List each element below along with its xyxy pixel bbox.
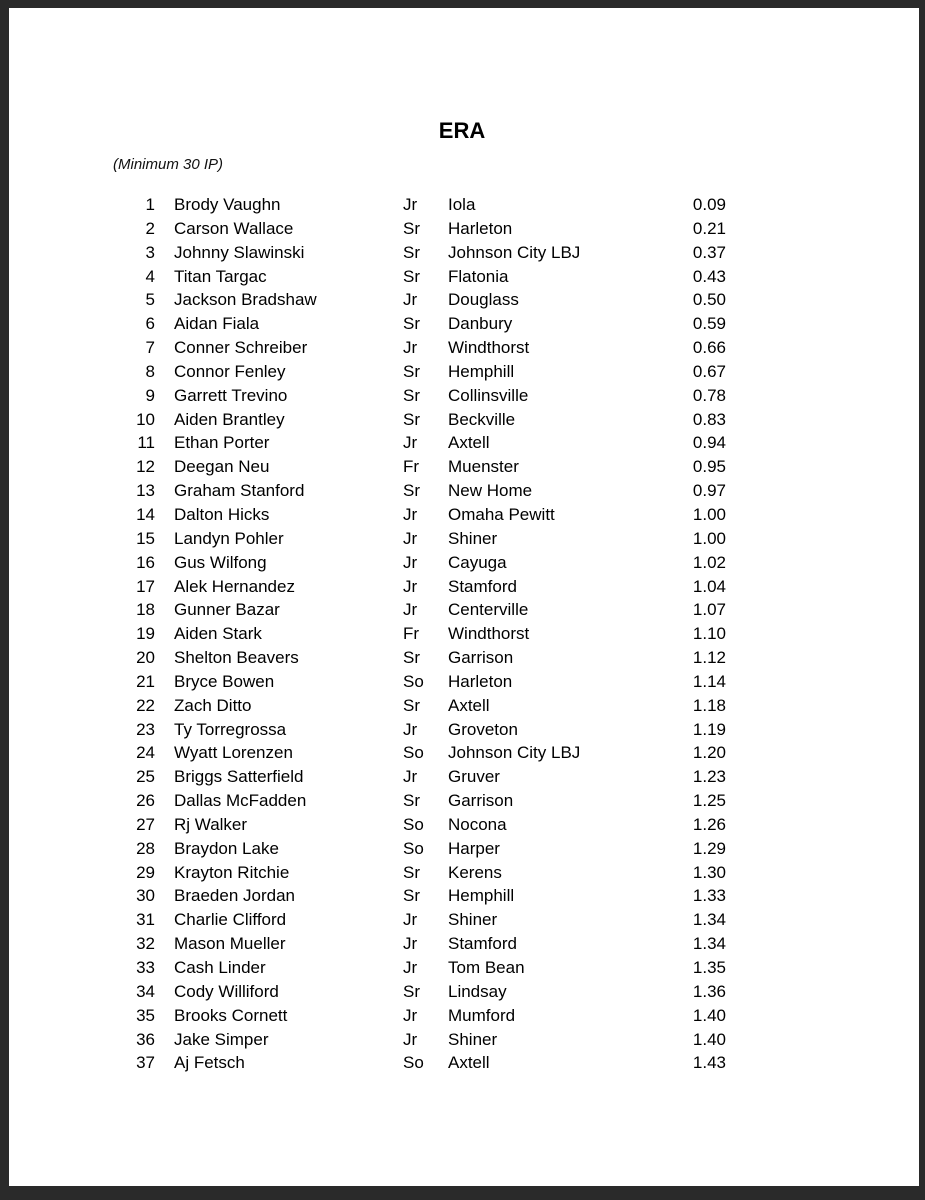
player-era: 0.59: [692, 314, 726, 334]
table-row: [9, 884, 915, 908]
player-class: Sr: [403, 481, 420, 501]
player-era: 1.07: [692, 600, 726, 620]
player-name: Connor Fenley: [174, 361, 286, 381]
table-row: [9, 718, 915, 742]
player-name: Jake Simper: [174, 1029, 269, 1049]
player-era: 1.10: [692, 624, 726, 644]
table-row: [9, 1004, 915, 1028]
row-rank: 24: [136, 743, 155, 763]
row-rank: 26: [136, 791, 155, 811]
player-name: Cash Linder: [174, 958, 266, 977]
player-era: 1.23: [692, 767, 726, 787]
player-era: 0.97: [692, 481, 726, 501]
player-name: Garrett Trevino: [174, 385, 288, 405]
player-school: Stamford: [448, 576, 517, 596]
player-class: Fr: [403, 624, 420, 644]
player-name: Brooks Cornett: [174, 1005, 288, 1025]
player-class: Jr: [403, 504, 418, 524]
player-class: Sr: [403, 648, 420, 668]
table-row: [9, 479, 915, 503]
table-row: [9, 646, 915, 670]
player-class: So: [403, 743, 424, 763]
row-rank: 33: [136, 958, 155, 977]
row-rank: 36: [136, 1029, 155, 1049]
player-name: Aj Fetsch: [174, 1053, 245, 1073]
player-school: Iola: [448, 195, 476, 214]
table-row: [9, 265, 915, 289]
row-rank: 2: [145, 218, 155, 238]
player-name: Dalton Hicks: [174, 504, 270, 524]
table-row: [9, 312, 915, 336]
player-class: Jr: [403, 576, 418, 596]
row-rank: 20: [136, 648, 155, 668]
player-class: Sr: [403, 266, 420, 286]
table-row: [9, 908, 915, 932]
player-name: Landyn Pohler: [174, 528, 284, 548]
player-class: Jr: [403, 552, 418, 572]
player-school: Axtell: [448, 695, 490, 715]
player-class: Jr: [403, 338, 418, 358]
row-rank: 5: [145, 290, 155, 310]
player-name: Mason Mueller: [174, 934, 286, 954]
row-rank: 19: [136, 624, 155, 644]
row-rank: 18: [136, 600, 155, 620]
player-school: Flatonia: [448, 266, 509, 286]
player-school: Johnson City LBJ: [448, 242, 581, 262]
player-school: Shiner: [448, 910, 498, 930]
row-rank: 11: [137, 433, 155, 453]
player-era: 1.35: [692, 958, 726, 977]
table-row: [9, 241, 915, 265]
player-name: Charlie Clifford: [174, 910, 287, 930]
player-era: 1.14: [692, 671, 726, 691]
player-name: Alek Hernandez: [174, 576, 295, 596]
player-school: Beckville: [448, 409, 516, 429]
table-row: [9, 503, 915, 527]
player-school: Harper: [448, 838, 500, 858]
player-name: Cody Williford: [174, 981, 279, 1001]
player-school: Danbury: [448, 314, 513, 334]
table-row: [9, 741, 915, 765]
player-class: Jr: [403, 290, 418, 310]
player-class: Sr: [403, 981, 420, 1001]
player-class: Jr: [403, 195, 418, 214]
player-school: Axtell: [448, 1053, 490, 1073]
player-school: Garrison: [448, 648, 514, 668]
player-era: 0.66: [692, 338, 726, 358]
player-school: Windthorst: [448, 338, 530, 358]
player-class: Jr: [403, 767, 418, 787]
row-rank: 35: [136, 1005, 155, 1025]
player-class: Jr: [403, 1029, 418, 1049]
player-era: 0.67: [692, 361, 726, 381]
player-name: Gunner Bazar: [174, 600, 280, 620]
player-era: 1.29: [692, 838, 726, 858]
player-school: Cayuga: [448, 552, 507, 572]
player-era: 1.43: [692, 1053, 726, 1073]
player-school: Hemphill: [448, 361, 515, 381]
player-name: Dallas McFadden: [174, 791, 307, 811]
player-name: Rj Walker: [174, 814, 248, 834]
row-rank: 17: [136, 576, 155, 596]
player-era: 1.20: [692, 743, 726, 763]
player-era: 1.04: [692, 576, 726, 596]
row-rank: 8: [145, 361, 155, 381]
era-leaderboard-list: [9, 193, 915, 1075]
row-rank: 15: [136, 528, 155, 548]
row-rank: 31: [136, 910, 155, 930]
player-school: Hemphill: [448, 886, 515, 906]
row-rank: 13: [136, 481, 155, 501]
table-row: [9, 670, 915, 694]
row-rank: 29: [136, 862, 155, 882]
table-row: [9, 622, 915, 646]
row-rank: 6: [145, 314, 155, 334]
player-school: Collinsville: [448, 385, 529, 405]
player-school: New Home: [448, 481, 533, 501]
row-rank: 16: [136, 552, 155, 572]
player-school: Mumford: [448, 1005, 516, 1025]
player-era: 0.37: [692, 242, 726, 262]
player-era: 1.34: [692, 910, 726, 930]
row-rank: 9: [145, 385, 155, 405]
player-school: Groveton: [448, 719, 518, 739]
player-school: Nocona: [448, 814, 507, 834]
player-name: Johnny Slawinski: [174, 242, 305, 262]
player-class: Jr: [403, 600, 418, 620]
row-rank: 23: [136, 719, 155, 739]
player-name: Shelton Beavers: [174, 648, 299, 668]
player-era: 0.78: [692, 385, 726, 405]
player-name: Briggs Satterfield: [174, 767, 304, 787]
row-rank: 34: [136, 981, 155, 1001]
player-school: Douglass: [448, 290, 519, 310]
player-era: 1.00: [692, 528, 726, 548]
player-school: Kerens: [448, 862, 502, 882]
player-school: Shiner: [448, 528, 498, 548]
player-class: Jr: [403, 910, 418, 930]
player-class: Jr: [403, 934, 418, 954]
table-row: [9, 861, 915, 885]
player-era: 1.40: [692, 1005, 726, 1025]
table-row: [9, 455, 915, 479]
player-name: Bryce Bowen: [174, 671, 275, 691]
row-rank: 28: [136, 838, 155, 858]
row-rank: 12: [136, 457, 155, 477]
table-row: [9, 431, 915, 455]
player-era: 1.40: [692, 1029, 726, 1049]
table-row: [9, 360, 915, 384]
player-name: Braydon Lake: [174, 838, 279, 858]
player-name: Jackson Bradshaw: [174, 290, 317, 310]
player-class: Jr: [403, 958, 418, 977]
table-row: [9, 575, 915, 599]
table-row: [9, 598, 915, 622]
player-name: Titan Targac: [174, 266, 267, 286]
player-class: Sr: [403, 409, 420, 429]
player-era: 1.19: [692, 719, 726, 739]
player-era: 1.36: [692, 981, 726, 1001]
player-school: Centerville: [448, 600, 529, 620]
player-class: So: [403, 1053, 424, 1073]
row-rank: 4: [145, 266, 155, 286]
table-row: [9, 288, 915, 312]
row-rank: 14: [136, 504, 155, 524]
page-title: ERA: [438, 118, 486, 143]
table-row: [9, 408, 915, 432]
player-class: Jr: [403, 528, 418, 548]
player-era: 0.09: [692, 195, 726, 214]
player-era: 0.21: [692, 218, 726, 238]
player-era: 0.43: [692, 266, 726, 286]
player-era: 1.30: [692, 862, 726, 882]
row-rank: 25: [136, 767, 155, 787]
player-era: 0.95: [692, 457, 726, 477]
player-name: Deegan Neu: [174, 457, 270, 477]
table-row: [9, 1051, 915, 1075]
player-class: Sr: [403, 695, 420, 715]
table-row: [9, 551, 915, 575]
player-name: Zach Ditto: [174, 695, 252, 715]
table-row: [9, 980, 915, 1004]
player-era: 1.33: [692, 886, 726, 906]
table-row: [9, 765, 915, 789]
player-name: Aiden Brantley: [174, 409, 285, 429]
player-school: Harleton: [448, 671, 513, 691]
player-school: Shiner: [448, 1029, 498, 1049]
table-row: [9, 336, 915, 360]
player-era: 1.18: [692, 695, 726, 715]
player-class: Fr: [403, 457, 420, 477]
player-era: 1.00: [692, 504, 726, 524]
player-era: 0.94: [692, 433, 726, 453]
row-rank: 37: [136, 1053, 155, 1073]
player-class: Jr: [403, 1005, 418, 1025]
row-rank: 3: [145, 242, 155, 262]
table-row: [9, 789, 915, 813]
player-era: 0.83: [692, 409, 726, 429]
player-name: Aidan Fiala: [174, 314, 260, 334]
player-class: Jr: [403, 719, 418, 739]
player-school: Johnson City LBJ: [448, 743, 581, 763]
table-row: [9, 527, 915, 551]
player-name: Conner Schreiber: [174, 338, 308, 358]
player-class: Sr: [403, 791, 420, 811]
player-class: Sr: [403, 886, 420, 906]
player-era: 0.50: [692, 290, 726, 310]
table-row: [9, 932, 915, 956]
table-row: [9, 837, 915, 861]
player-class: Sr: [403, 862, 420, 882]
player-class: Sr: [403, 242, 420, 262]
player-class: Sr: [403, 361, 420, 381]
document-page: [9, 8, 919, 1186]
player-class: Jr: [403, 433, 418, 453]
player-class: Sr: [403, 218, 420, 238]
player-class: So: [403, 838, 424, 858]
player-name: Gus Wilfong: [174, 552, 267, 572]
player-era: 1.26: [692, 814, 726, 834]
player-era: 1.25: [692, 791, 726, 811]
player-school: Gruver: [448, 767, 500, 787]
player-school: Stamford: [448, 934, 517, 954]
player-era: 1.34: [692, 934, 726, 954]
row-rank: 30: [136, 886, 155, 906]
player-name: Ethan Porter: [174, 433, 270, 453]
player-class: Sr: [403, 314, 420, 334]
player-name: Braeden Jordan: [174, 886, 295, 906]
player-school: Omaha Pewitt: [448, 504, 555, 524]
row-rank: 7: [145, 338, 155, 358]
player-school: Axtell: [448, 433, 490, 453]
row-rank: 1: [145, 195, 155, 214]
player-school: Muenster: [448, 457, 519, 477]
player-era: 1.02: [692, 552, 726, 572]
player-name: Wyatt Lorenzen: [174, 743, 293, 763]
table-row: [9, 694, 915, 718]
table-row: [9, 813, 915, 837]
player-class: So: [403, 814, 424, 834]
player-name: Ty Torregrossa: [174, 719, 287, 739]
player-name: Krayton Ritchie: [174, 862, 290, 882]
player-name: Graham Stanford: [174, 481, 305, 501]
row-rank: 21: [136, 671, 155, 691]
player-school: Tom Bean: [448, 958, 525, 977]
player-school: Lindsay: [448, 981, 507, 1001]
player-name: Brody Vaughn: [174, 195, 281, 214]
row-rank: 22: [136, 695, 155, 715]
table-row: [9, 193, 915, 217]
player-class: So: [403, 671, 424, 691]
table-row: [9, 956, 915, 980]
row-rank: 10: [136, 409, 155, 429]
player-class: Sr: [403, 385, 420, 405]
table-row: [9, 1028, 915, 1052]
player-school: Garrison: [448, 791, 514, 811]
player-name: Aiden Stark: [174, 624, 262, 644]
player-era: 1.12: [692, 648, 726, 668]
player-school: Harleton: [448, 218, 513, 238]
player-name: Carson Wallace: [174, 218, 294, 238]
row-rank: 27: [136, 814, 155, 834]
page-subtitle: (Minimum 30 IP): [113, 156, 224, 173]
player-school: Windthorst: [448, 624, 530, 644]
table-row: [9, 217, 915, 241]
table-row: [9, 384, 915, 408]
row-rank: 32: [136, 934, 155, 954]
